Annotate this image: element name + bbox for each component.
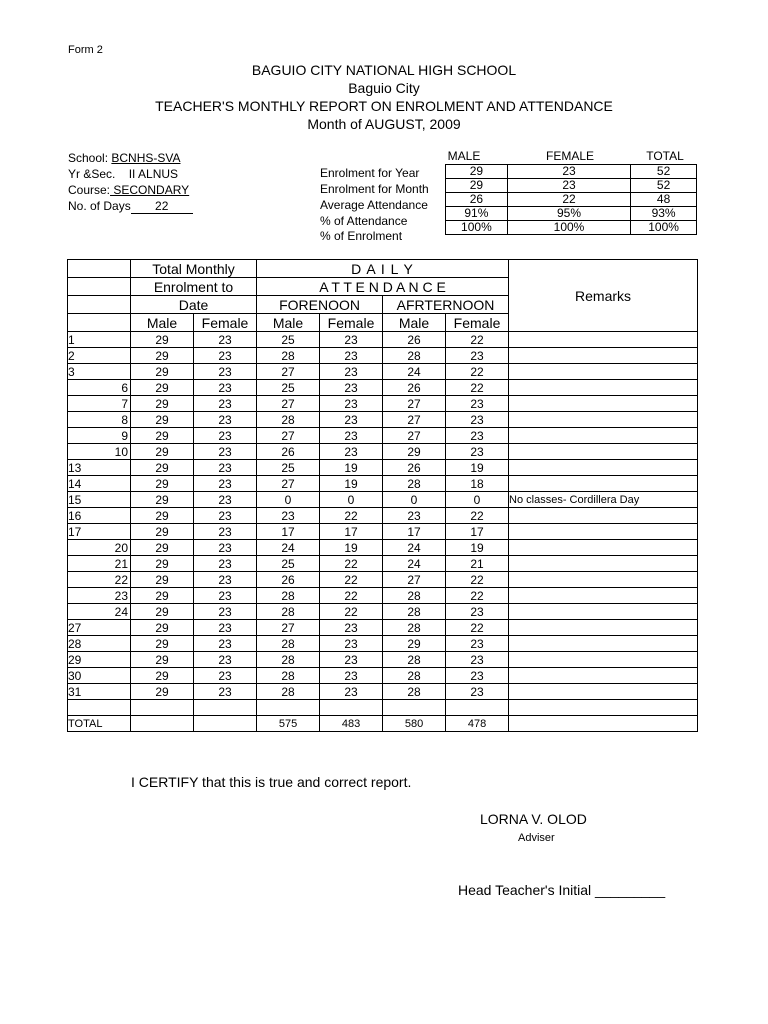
- afternoon-male-cell: 28: [383, 652, 446, 668]
- remarks-cell: [509, 540, 698, 556]
- day-cell: 16: [68, 508, 131, 524]
- enrolment-female-cell: 23: [194, 636, 257, 652]
- form-label: Form 2: [68, 44, 103, 56]
- forenoon-male-cell: 27: [257, 476, 320, 492]
- forenoon-male-cell: 28: [257, 604, 320, 620]
- afternoon-male-cell: 24: [383, 364, 446, 380]
- remarks-cell: [509, 460, 698, 476]
- forenoon-male-cell: 25: [257, 380, 320, 396]
- table-row: [68, 668, 698, 684]
- afternoon-female-cell: 17: [446, 524, 509, 540]
- enrolment-female-cell: 23: [194, 380, 257, 396]
- afternoon-male-cell: 0: [383, 492, 446, 508]
- summary-male-cell: 26: [446, 193, 508, 207]
- day-cell: 22: [68, 572, 131, 588]
- day-cell: 2: [68, 348, 131, 364]
- enrolment-female-cell: 23: [194, 524, 257, 540]
- summary-female-cell: 100%: [507, 221, 630, 235]
- remarks-cell: [509, 652, 698, 668]
- summary-row: [446, 165, 697, 179]
- table-row: [68, 556, 698, 572]
- enrolment-female-cell: 23: [194, 620, 257, 636]
- total-blank-cell: [131, 716, 194, 732]
- summary-male-cell: 100%: [446, 221, 508, 235]
- remarks-cell: [509, 524, 698, 540]
- afternoon-female-cell: 19: [446, 460, 509, 476]
- table-row: [68, 428, 698, 444]
- enrolment-female-cell: 23: [194, 588, 257, 604]
- remarks-cell: [509, 444, 698, 460]
- summary-total-cell: 100%: [631, 221, 697, 235]
- enrolment-female-cell: 23: [194, 364, 257, 380]
- summary-row: [446, 193, 697, 207]
- forenoon-male-cell: 26: [257, 572, 320, 588]
- afternoon-male-cell: 28: [383, 348, 446, 364]
- enrolment-female-cell: 23: [194, 492, 257, 508]
- day-cell: 30: [68, 668, 131, 684]
- city-heading: Baguio City: [348, 80, 420, 96]
- attendance-table: [67, 259, 698, 732]
- afternoon-female-cell: 19: [446, 540, 509, 556]
- blank-cell: [131, 700, 194, 716]
- enrolment-male-cell: 29: [131, 332, 194, 348]
- forenoon-female-cell: 22: [320, 572, 383, 588]
- enrolment-female-cell: 23: [194, 540, 257, 556]
- summary-total-cell: 52: [631, 165, 697, 179]
- forenoon-male-cell: 28: [257, 588, 320, 604]
- blank-cell: [446, 700, 509, 716]
- remarks-cell: [509, 684, 698, 700]
- afternoon-female-cell: 23: [446, 348, 509, 364]
- afternoon-female-cell: 23: [446, 396, 509, 412]
- day-cell: 6: [68, 380, 131, 396]
- afternoon-female-cell: 22: [446, 588, 509, 604]
- table-row: [68, 332, 698, 348]
- header-daily: D A I L Y: [257, 260, 509, 278]
- forenoon-male-cell: 27: [257, 620, 320, 636]
- school-value: BCNHS-SVA: [111, 151, 181, 165]
- forenoon-female-cell: 23: [320, 380, 383, 396]
- summary-label: Enrolment for Year: [320, 166, 420, 180]
- remarks-cell: [509, 508, 698, 524]
- enrolment-male-cell: 29: [131, 364, 194, 380]
- summary-female-cell: 23: [507, 179, 630, 193]
- remarks-cell: [509, 380, 698, 396]
- summary-total-cell: 93%: [631, 207, 697, 221]
- summary-male-header: MALE: [447, 149, 481, 163]
- afternoon-female-cell: 23: [446, 636, 509, 652]
- summary-female-cell: 95%: [507, 207, 630, 221]
- summary-female-header: FEMALE: [545, 149, 594, 163]
- header-male: Male: [383, 314, 446, 332]
- table-row: [68, 636, 698, 652]
- certification-text: I CERTIFY that this is true and correct report.: [131, 774, 412, 790]
- blank-cell: [509, 700, 698, 716]
- header-male: Male: [257, 314, 320, 332]
- afternoon-female-cell: 22: [446, 508, 509, 524]
- forenoon-male-cell: 27: [257, 364, 320, 380]
- remarks-cell: [509, 428, 698, 444]
- header-blank: [68, 278, 131, 296]
- day-cell: 1: [68, 332, 131, 348]
- day-cell: 27: [68, 620, 131, 636]
- afternoon-male-cell: 26: [383, 332, 446, 348]
- remarks-cell: [509, 332, 698, 348]
- afternoon-female-cell: 21: [446, 556, 509, 572]
- afternoon-male-cell: 28: [383, 476, 446, 492]
- days-info-line: [68, 198, 193, 214]
- yr-sec-value: II ALNUS: [128, 167, 179, 181]
- afternoon-male-cell: 29: [383, 444, 446, 460]
- afternoon-male-cell: 24: [383, 556, 446, 572]
- table-row: [68, 348, 698, 364]
- day-cell: 20: [68, 540, 131, 556]
- day-cell: 14: [68, 476, 131, 492]
- enrolment-female-cell: 23: [194, 428, 257, 444]
- enrolment-male-cell: 29: [131, 620, 194, 636]
- table-row: [68, 540, 698, 556]
- total-row: [68, 716, 698, 732]
- table-row: [68, 476, 698, 492]
- forenoon-male-cell: 28: [257, 684, 320, 700]
- enrolment-male-cell: 29: [131, 428, 194, 444]
- enrolment-female-cell: 23: [194, 332, 257, 348]
- enrolment-male-cell: 29: [131, 524, 194, 540]
- forenoon-female-cell: 23: [320, 348, 383, 364]
- forenoon-female-cell: 23: [320, 396, 383, 412]
- enrolment-female-cell: 23: [194, 348, 257, 364]
- afternoon-male-cell: 28: [383, 604, 446, 620]
- enrolment-female-cell: 23: [194, 396, 257, 412]
- enrolment-female-cell: 23: [194, 412, 257, 428]
- forenoon-male-cell: 24: [257, 540, 320, 556]
- day-cell: 7: [68, 396, 131, 412]
- afternoon-male-cell: 26: [383, 460, 446, 476]
- afternoon-female-cell: 23: [446, 412, 509, 428]
- blank-cell: [257, 700, 320, 716]
- afternoon-male-cell: 27: [383, 572, 446, 588]
- enrolment-female-cell: 23: [194, 508, 257, 524]
- enrolment-male-cell: 29: [131, 684, 194, 700]
- forenoon-female-cell: 23: [320, 668, 383, 684]
- enrolment-male-cell: 29: [131, 492, 194, 508]
- days-label: No. of Days: [68, 199, 131, 213]
- forenoon-female-cell: 23: [320, 332, 383, 348]
- remarks-cell: [509, 588, 698, 604]
- remarks-cell: [509, 348, 698, 364]
- header-attendance: A T T E N D A N C E: [257, 278, 509, 296]
- enrolment-male-cell: 29: [131, 508, 194, 524]
- afternoon-male-cell: 28: [383, 668, 446, 684]
- table-row: [68, 524, 698, 540]
- header-forenoon: FORENOON: [257, 296, 383, 314]
- header-female: Female: [446, 314, 509, 332]
- summary-label: Enrolment for Month: [320, 182, 429, 196]
- remarks-cell: [509, 476, 698, 492]
- afternoon-male-cell: 27: [383, 412, 446, 428]
- enrolment-male-cell: 29: [131, 604, 194, 620]
- remarks-cell: [509, 364, 698, 380]
- yr-sec-label: Yr &Sec.: [68, 167, 116, 181]
- course-value: SECONDARY: [110, 183, 190, 197]
- header-female: Female: [320, 314, 383, 332]
- forenoon-female-cell: 23: [320, 428, 383, 444]
- afternoon-female-cell: 23: [446, 652, 509, 668]
- enrolment-male-cell: 29: [131, 396, 194, 412]
- afternoon-female-cell: 23: [446, 428, 509, 444]
- header-enrolment-to: Enrolment to: [131, 278, 257, 296]
- remarks-cell: [509, 412, 698, 428]
- summary-label: Average Attendance: [320, 198, 428, 212]
- remarks-cell: [509, 636, 698, 652]
- forenoon-female-cell: 19: [320, 460, 383, 476]
- total-afternoon-female: 478: [446, 716, 509, 732]
- forenoon-male-cell: 28: [257, 668, 320, 684]
- blank-cell: [68, 700, 131, 716]
- forenoon-female-cell: 22: [320, 588, 383, 604]
- forenoon-male-cell: 28: [257, 348, 320, 364]
- enrolment-male-cell: 29: [131, 588, 194, 604]
- forenoon-female-cell: 23: [320, 684, 383, 700]
- afternoon-female-cell: 22: [446, 332, 509, 348]
- forenoon-male-cell: 28: [257, 652, 320, 668]
- header-female: Female: [194, 314, 257, 332]
- summary-female-cell: 23: [507, 165, 630, 179]
- forenoon-female-cell: 23: [320, 620, 383, 636]
- day-cell: 13: [68, 460, 131, 476]
- blank-cell: [194, 700, 257, 716]
- enrolment-male-cell: 29: [131, 652, 194, 668]
- header-total-monthly: Total Monthly: [131, 260, 257, 278]
- afternoon-male-cell: 28: [383, 684, 446, 700]
- course-info-line: [68, 182, 189, 198]
- forenoon-male-cell: 25: [257, 556, 320, 572]
- afternoon-male-cell: 23: [383, 508, 446, 524]
- table-row: [68, 588, 698, 604]
- total-forenoon-male: 575: [257, 716, 320, 732]
- enrolment-female-cell: 23: [194, 668, 257, 684]
- header-date: Date: [131, 296, 257, 314]
- blank-row: [68, 700, 698, 716]
- total-afternoon-male: 580: [383, 716, 446, 732]
- forenoon-male-cell: 26: [257, 444, 320, 460]
- table-row: [68, 684, 698, 700]
- header-afternoon: AFRTERNOON: [383, 296, 509, 314]
- enrolment-male-cell: 29: [131, 476, 194, 492]
- course-label: Course:: [68, 183, 111, 197]
- afternoon-male-cell: 26: [383, 380, 446, 396]
- afternoon-female-cell: 22: [446, 572, 509, 588]
- summary-label: % of Enrolment: [320, 229, 403, 243]
- summary-row: [446, 179, 697, 193]
- enrolment-male-cell: 29: [131, 540, 194, 556]
- header-blank: [68, 314, 131, 332]
- remarks-cell: [509, 572, 698, 588]
- table-row: [68, 572, 698, 588]
- forenoon-female-cell: 23: [320, 652, 383, 668]
- total-remarks-cell: [509, 716, 698, 732]
- day-cell: 9: [68, 428, 131, 444]
- enrolment-female-cell: 23: [194, 604, 257, 620]
- forenoon-female-cell: 22: [320, 556, 383, 572]
- table-row: [68, 412, 698, 428]
- forenoon-female-cell: 23: [320, 444, 383, 460]
- school-name-heading: BAGUIO CITY NATIONAL HIGH SCHOOL: [251, 62, 517, 78]
- forenoon-male-cell: 25: [257, 332, 320, 348]
- table-row: [68, 444, 698, 460]
- enrolment-male-cell: 29: [131, 556, 194, 572]
- afternoon-female-cell: 18: [446, 476, 509, 492]
- enrolment-female-cell: 23: [194, 652, 257, 668]
- yr-sec-info-line: [68, 166, 178, 182]
- enrolment-male-cell: 29: [131, 348, 194, 364]
- forenoon-male-cell: 0: [257, 492, 320, 508]
- enrolment-female-cell: 23: [194, 444, 257, 460]
- afternoon-male-cell: 27: [383, 396, 446, 412]
- summary-total-header: TOTAL: [646, 149, 684, 163]
- days-value: 22: [131, 199, 193, 214]
- table-row: [68, 652, 698, 668]
- total-forenoon-female: 483: [320, 716, 383, 732]
- header-male: Male: [131, 314, 194, 332]
- day-cell: 23: [68, 588, 131, 604]
- table-row: [68, 604, 698, 620]
- remarks-cell: [509, 668, 698, 684]
- forenoon-male-cell: 28: [257, 636, 320, 652]
- forenoon-male-cell: 23: [257, 508, 320, 524]
- summary-male-cell: 29: [446, 179, 508, 193]
- table-row: [68, 460, 698, 476]
- remarks-cell: [509, 556, 698, 572]
- remarks-cell: [509, 604, 698, 620]
- enrolment-male-cell: 29: [131, 636, 194, 652]
- forenoon-male-cell: 17: [257, 524, 320, 540]
- afternoon-female-cell: 22: [446, 364, 509, 380]
- head-teacher-initial: Head Teacher's Initial _________: [458, 882, 666, 898]
- summary-male-cell: 29: [446, 165, 508, 179]
- forenoon-female-cell: 23: [320, 636, 383, 652]
- forenoon-female-cell: 0: [320, 492, 383, 508]
- summary-female-cell: 22: [507, 193, 630, 207]
- table-row: [68, 380, 698, 396]
- afternoon-male-cell: 29: [383, 636, 446, 652]
- forenoon-female-cell: 17: [320, 524, 383, 540]
- school-label: School:: [68, 151, 109, 165]
- forenoon-male-cell: 25: [257, 460, 320, 476]
- report-title: TEACHER'S MONTHLY REPORT ON ENROLMENT AND ATTENDANCE: [155, 98, 613, 114]
- afternoon-male-cell: 27: [383, 428, 446, 444]
- day-cell: 17: [68, 524, 131, 540]
- afternoon-female-cell: 22: [446, 380, 509, 396]
- remarks-cell: No classes- Cordillera Day: [509, 492, 698, 508]
- day-cell: 28: [68, 636, 131, 652]
- summary-row: [446, 221, 697, 235]
- summary-label: % of Attendance: [320, 214, 408, 228]
- enrolment-female-cell: 23: [194, 572, 257, 588]
- forenoon-female-cell: 23: [320, 364, 383, 380]
- afternoon-male-cell: 17: [383, 524, 446, 540]
- summary-total-cell: 52: [631, 179, 697, 193]
- enrolment-female-cell: 23: [194, 476, 257, 492]
- day-cell: 10: [68, 444, 131, 460]
- table-row: [68, 620, 698, 636]
- forenoon-female-cell: 23: [320, 412, 383, 428]
- blank-cell: [320, 700, 383, 716]
- enrolment-male-cell: 29: [131, 380, 194, 396]
- enrolment-male-cell: 29: [131, 668, 194, 684]
- enrolment-male-cell: 29: [131, 412, 194, 428]
- remarks-cell: [509, 396, 698, 412]
- report-month: Month of AUGUST, 2009: [307, 116, 461, 132]
- header-blank: [68, 296, 131, 314]
- blank-cell: [383, 700, 446, 716]
- header-remarks: Remarks: [509, 260, 698, 332]
- summary-table: [445, 164, 697, 235]
- enrolment-female-cell: 23: [194, 556, 257, 572]
- enrolment-female-cell: 23: [194, 460, 257, 476]
- header-blank: [68, 260, 131, 278]
- table-row: [68, 508, 698, 524]
- summary-male-cell: 91%: [446, 207, 508, 221]
- forenoon-female-cell: 22: [320, 604, 383, 620]
- forenoon-male-cell: 28: [257, 412, 320, 428]
- afternoon-male-cell: 24: [383, 540, 446, 556]
- day-cell: 24: [68, 604, 131, 620]
- adviser-name: LORNA V. OLOD: [480, 811, 587, 827]
- forenoon-male-cell: 27: [257, 396, 320, 412]
- table-row: [68, 492, 698, 508]
- table-row: [68, 396, 698, 412]
- afternoon-female-cell: 0: [446, 492, 509, 508]
- forenoon-female-cell: 19: [320, 476, 383, 492]
- afternoon-female-cell: 23: [446, 668, 509, 684]
- day-cell: 21: [68, 556, 131, 572]
- table-row: [68, 364, 698, 380]
- enrolment-male-cell: 29: [131, 444, 194, 460]
- day-cell: 31: [68, 684, 131, 700]
- total-label: TOTAL: [68, 716, 131, 732]
- day-cell: 29: [68, 652, 131, 668]
- afternoon-male-cell: 28: [383, 588, 446, 604]
- day-cell: 8: [68, 412, 131, 428]
- forenoon-male-cell: 27: [257, 428, 320, 444]
- adviser-role: Adviser: [518, 832, 555, 844]
- afternoon-female-cell: 23: [446, 684, 509, 700]
- day-cell: 15: [68, 492, 131, 508]
- enrolment-female-cell: 23: [194, 684, 257, 700]
- afternoon-female-cell: 23: [446, 444, 509, 460]
- school-info-line: [68, 150, 181, 166]
- enrolment-male-cell: 29: [131, 460, 194, 476]
- remarks-cell: [509, 620, 698, 636]
- summary-total-cell: 48: [631, 193, 697, 207]
- forenoon-female-cell: 19: [320, 540, 383, 556]
- day-cell: 3: [68, 364, 131, 380]
- enrolment-male-cell: 29: [131, 572, 194, 588]
- afternoon-female-cell: 23: [446, 604, 509, 620]
- afternoon-female-cell: 22: [446, 620, 509, 636]
- summary-row: [446, 207, 697, 221]
- forenoon-female-cell: 22: [320, 508, 383, 524]
- total-blank-cell: [194, 716, 257, 732]
- afternoon-male-cell: 28: [383, 620, 446, 636]
